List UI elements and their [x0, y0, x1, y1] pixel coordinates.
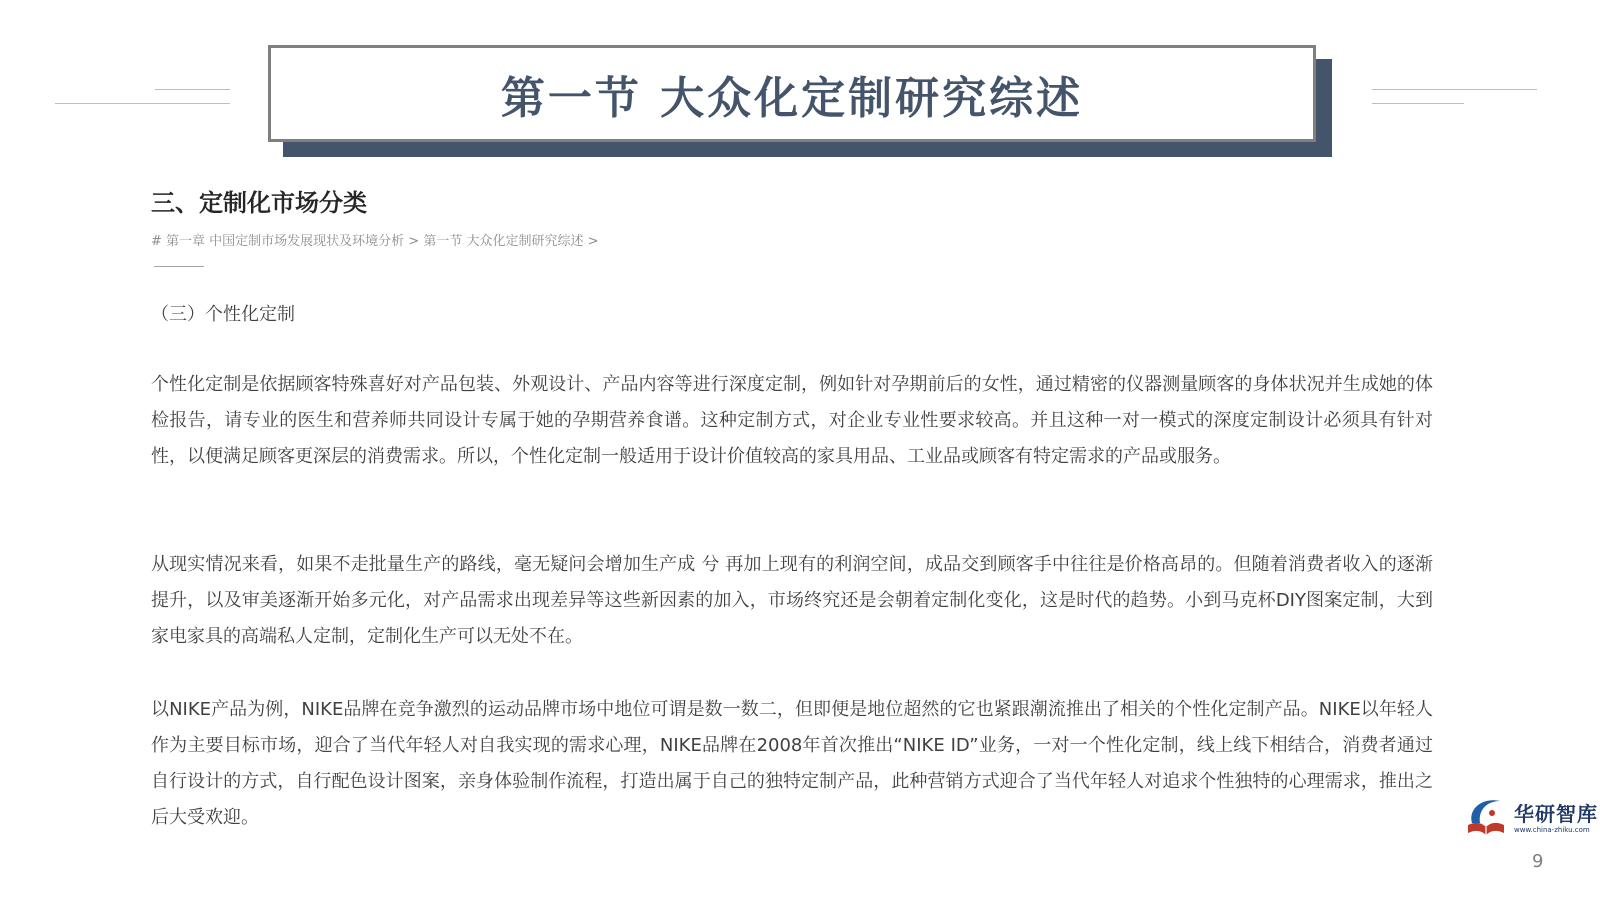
section-heading: 三、定制化市场分类: [151, 189, 367, 217]
title-box: [268, 45, 1316, 142]
breadcrumb: # 第一章 中国定制市场发展现状及环境分析 > 第一节 大众化定制研究综述 >: [151, 234, 599, 249]
page-number: 9: [1532, 851, 1544, 872]
left-decor-line-bottom: [55, 103, 230, 104]
breadcrumb-divider: [154, 266, 204, 267]
body-paragraph-1: 个性化定制是依据顾客特殊喜好对产品包装、外观设计、产品内容等进行深度定制，例如针对孕期前后的女性，通过精密的仪器测量顾客的身体状况并生成她的体检报告，请专业的医生和营养师共同设计专属于她的孕期营养食谱。这种定制方式，对企业专业性要求较高。并且这种一对一模式的深度定制设计必须具有针对性，以便满足顾客更深层的消费需求。所以，个性化定制一般适用于设计价值较高的家具用品、工业品或顾客有特定需求的产品或服务。: [151, 374, 1433, 467]
right-decor-line-bottom: [1372, 103, 1464, 104]
book-logo-icon: [1462, 793, 1510, 841]
subsection-heading: （三）个性化定制: [151, 304, 295, 325]
page-title: 第一节 大众化定制研究综述: [500, 72, 1084, 124]
left-decor-line-top: [155, 89, 230, 90]
body-paragraph-3: 以NIKE产品为例，NIKE品牌在竞争激烈的运动品牌市场中地位可谓是数一数二，但即便是地位超然的它也紧跟潮流推出了相关的个性化定制产品。NIKE以年轻人作为主要目标市场，迎合了当代年轻人对自我实现的需求心理，NIKE品牌在2008年首次推出“NIKE ID”业务，一对一个性化定制，线上线下相结合，消费者通过自行设计的方式，自行配色设计图案，亲身体验制作流程，打造出属于自己的独特定制产品，此种营销方式迎合了当代年轻人对追求个性独特的心理需求，推出之后大受欢迎。: [151, 699, 1433, 828]
logo-name: 华研智库: [1514, 802, 1598, 826]
brand-logo: [1462, 793, 1598, 841]
right-decor-line-top: [1372, 89, 1537, 90]
logo-url: www.china-zhiku.com: [1514, 826, 1590, 834]
body-paragraph-2: 从现实情况来看，如果不走批量生产的路线，毫无疑问会增加生产成 兮 再加上现有的利润空间，成品交到顾客手中往往是价格高昂的。但随着消费者收入的逐渐提升，以及审美逐渐开始多元化，对产品需求出现差异等这些新因素的加入，市场终究还是会朝着定制化变化，这是时代的趋势。小到马克杯DIY图案定制，大到家电家具的高端私人定制，定制化生产可以无处不在。: [151, 554, 1433, 647]
